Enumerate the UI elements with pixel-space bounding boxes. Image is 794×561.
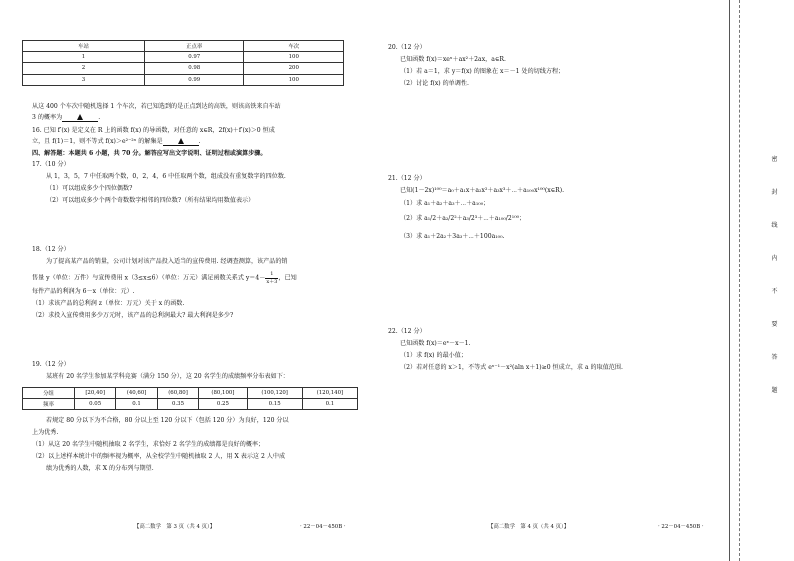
table-row bbox=[23, 63, 344, 74]
q21-text: 已知(1－2x)¹⁰⁰＝a₀＋a₁x＋a₂x²＋a₃x³＋⋯＋a₁₀₀x¹⁰⁰(x∈R). bbox=[400, 187, 565, 194]
q19-heading: 19.（12 分） bbox=[32, 361, 70, 368]
section-heading: 四、解答题：本题共 6 小题，共 70 分。解答应写出文字说明、证明过程或演算步骤。 bbox=[32, 150, 267, 157]
fraction-denominator: x＋3 bbox=[266, 278, 278, 285]
q16-line2-pre: 立，且 f(1)＝1，则不等式 f(x)＞e²⁻²ˣ 的解集是 bbox=[32, 138, 163, 145]
q19-part2-cont: 绩为优秀的人数，求 X 的分布列与期望. bbox=[46, 465, 154, 472]
table-cell: 分组 bbox=[23, 388, 75, 399]
q19-text-line1: 某班有 20 名学生参加某学科竞赛（满分 150 分），这 20 名学生的成绩频率分布表如下： bbox=[46, 373, 289, 380]
q20-part2: （2）讨论 f(x) 的单调性. bbox=[400, 80, 469, 87]
q17-heading: 17.（10 分） bbox=[32, 161, 70, 168]
frequency-table bbox=[22, 387, 358, 410]
table-row bbox=[23, 74, 344, 85]
q22-part1: （1）求 f(x) 的最小值； bbox=[400, 352, 467, 359]
seal-dashed-line bbox=[739, 0, 740, 561]
table-row bbox=[23, 388, 358, 399]
q15-line2-pre: 3 的概率为 bbox=[32, 114, 63, 121]
q15-line2-post: . bbox=[98, 114, 101, 121]
table-row bbox=[23, 52, 344, 63]
table-cell: (100,120] bbox=[247, 388, 302, 399]
q22-part2: （2）若对任意的 x＞1，不等式 eˣ⁻¹－x²(aln x＋1)≥0 恒成立，求 a 的取值范围. bbox=[400, 364, 623, 371]
table-cell: 0.97 bbox=[144, 52, 244, 63]
page-code: · 22－04－450B · bbox=[300, 524, 346, 530]
q18-line2-post: ，已知 bbox=[278, 274, 297, 282]
table-cell: 0.05 bbox=[74, 399, 115, 410]
q19-text-line3: 上为优秀. bbox=[32, 429, 59, 436]
table-cell: 0.35 bbox=[157, 399, 198, 410]
q21-part1: （1）求 a₁＋a₂＋a₃＋⋯＋a₁₀₀； bbox=[400, 200, 490, 207]
q16-line2-post: . bbox=[198, 138, 201, 145]
table-header-cell: 车站 bbox=[23, 41, 145, 52]
seal-char: 内 bbox=[771, 255, 778, 262]
seal-char: 要 bbox=[771, 321, 778, 328]
table-row bbox=[23, 399, 358, 410]
seal-char: 封 bbox=[771, 189, 778, 196]
q18-text-line3: 每件产品的利润为 6－x（单位：元）. bbox=[32, 288, 135, 295]
seal-char: 密 bbox=[771, 156, 778, 163]
q22-text: 已知函数 f(x)＝eˣ－x－1. bbox=[400, 340, 471, 347]
q19-part2: （2）以上述样本统计中的频率视为概率，从全校学生中随机抽取 2 人，用 X 表示这 2 人中成 bbox=[32, 453, 286, 460]
q20-part1: （1）若 a＝1，求 y＝f(x) 的图象在 x＝－1 处的切线方程； bbox=[400, 68, 565, 75]
q21-part2: （2）求 a₁/2＋a₂/2²＋a₃/2³＋⋯＋a₁₀₀/2¹⁰⁰； bbox=[400, 215, 526, 222]
seal-char: 线 bbox=[771, 222, 778, 229]
page-code: · 22－04－450B · bbox=[658, 524, 704, 530]
table-cell: 200 bbox=[244, 63, 344, 74]
seal-char: 不 bbox=[771, 288, 778, 295]
q20-heading: 20.（12 分） bbox=[388, 44, 426, 51]
answer-blank bbox=[163, 138, 199, 146]
table-cell: 100 bbox=[244, 52, 344, 63]
q18-part1: （1）求该产品的总利润 z（单位：万元）关于 x 的函数. bbox=[32, 300, 185, 307]
table-cell: (120,140] bbox=[302, 388, 357, 399]
table-cell: [20,40] bbox=[74, 388, 115, 399]
answer-blank bbox=[62, 114, 101, 122]
page-footer: 【高二数学 第 4 页（共 4 页）】 bbox=[488, 524, 570, 530]
table-cell: 0.98 bbox=[144, 63, 244, 74]
table-header-row bbox=[23, 41, 344, 52]
triangle-icon bbox=[178, 138, 184, 144]
seal-char: 题 bbox=[771, 387, 778, 394]
q18-text-line1: 为了提高某产品的销量，公司计划对该产品投入适当的宣传费用. 经调查测算，该产品的销 bbox=[46, 258, 288, 265]
q17-text: 从 1，3，5，7 中任取两个数，0，2，4，6 中任取两个数，组成没有重复数字的四位数. bbox=[46, 173, 286, 180]
table-cell: 100 bbox=[244, 74, 344, 85]
q18-heading: 18.（12 分） bbox=[32, 246, 70, 253]
q18-line2-pre: 售量 y（单位：万件）与宣传费用 x（3≤x≤6）（单位：万元）满足函数关系式 y＝4－ bbox=[32, 274, 266, 282]
q21-part3: （3）求 a₁＋2a₂＋3a₃＋⋯＋100a₁₀₀. bbox=[400, 233, 505, 240]
q15-text-line2 bbox=[32, 113, 100, 124]
q15-text-line1: 从这 400 个车次中随机选择 1 个车次，若已知选到的是正点到达的高铁，则该高铁来自车站 bbox=[32, 103, 281, 110]
table-cell: 1 bbox=[23, 52, 145, 63]
table-header-cell: 正点率 bbox=[144, 41, 244, 52]
page-footer: 【高二数学 第 3 页（共 4 页）】 bbox=[134, 524, 216, 530]
table-cell: 0.15 bbox=[247, 399, 302, 410]
table-cell: 频率 bbox=[23, 399, 75, 410]
station-table bbox=[22, 40, 344, 86]
table-cell: 0.25 bbox=[199, 399, 247, 410]
q20-text: 已知函数 f(x)＝xeˣ＋ax²＋2ax，a∈R. bbox=[400, 56, 506, 63]
table-cell: 0.1 bbox=[302, 399, 357, 410]
q17-part1: （1）可以组成多少个四位偶数? bbox=[46, 185, 133, 192]
triangle-icon bbox=[77, 114, 83, 120]
q18-part2: （2）求投入宣传费用多少万元时，该产品的总利润最大? 最大利润是多少? bbox=[32, 312, 234, 319]
table-cell: (80,100] bbox=[199, 388, 247, 399]
seal-char: 答 bbox=[771, 354, 778, 361]
table-cell: (40,60] bbox=[116, 388, 157, 399]
table-cell: 3 bbox=[23, 74, 145, 85]
q22-heading: 22.（12 分） bbox=[388, 328, 426, 335]
q19-part1: （1）从这 20 名学生中随机抽取 2 名学生，求恰好 2 名学生的成绩都是良好的概率； bbox=[32, 441, 265, 448]
table-cell: 0.99 bbox=[144, 74, 244, 85]
fraction-numerator: 1 bbox=[265, 271, 278, 279]
seal-line-margin bbox=[729, 0, 794, 561]
table-cell: (60,80] bbox=[157, 388, 198, 399]
table-header-cell: 车次 bbox=[244, 41, 344, 52]
q19-text-line2: 若规定 80 分以下为不合格，80 分以上至 120 分以下（包括 120 分）为良好，120 分以 bbox=[46, 417, 289, 424]
fraction bbox=[265, 271, 278, 285]
table-cell: 2 bbox=[23, 63, 145, 74]
table-cell: 0.1 bbox=[116, 399, 157, 410]
q17-part2: （2）可以组成多少个两个奇数数字相邻的四位数?（所有结果均用数值表示） bbox=[46, 197, 255, 204]
q21-heading: 21.（12 分） bbox=[388, 175, 426, 182]
q16-text-line1: 16. 已知 f′(x) 是定义在 R 上的函数 f(x) 的导函数，对任意的 x∈R，2f(x)＋f′(x)＞0 恒成 bbox=[32, 127, 275, 134]
q18-text-line2 bbox=[32, 271, 297, 285]
q16-text-line2 bbox=[32, 137, 201, 148]
